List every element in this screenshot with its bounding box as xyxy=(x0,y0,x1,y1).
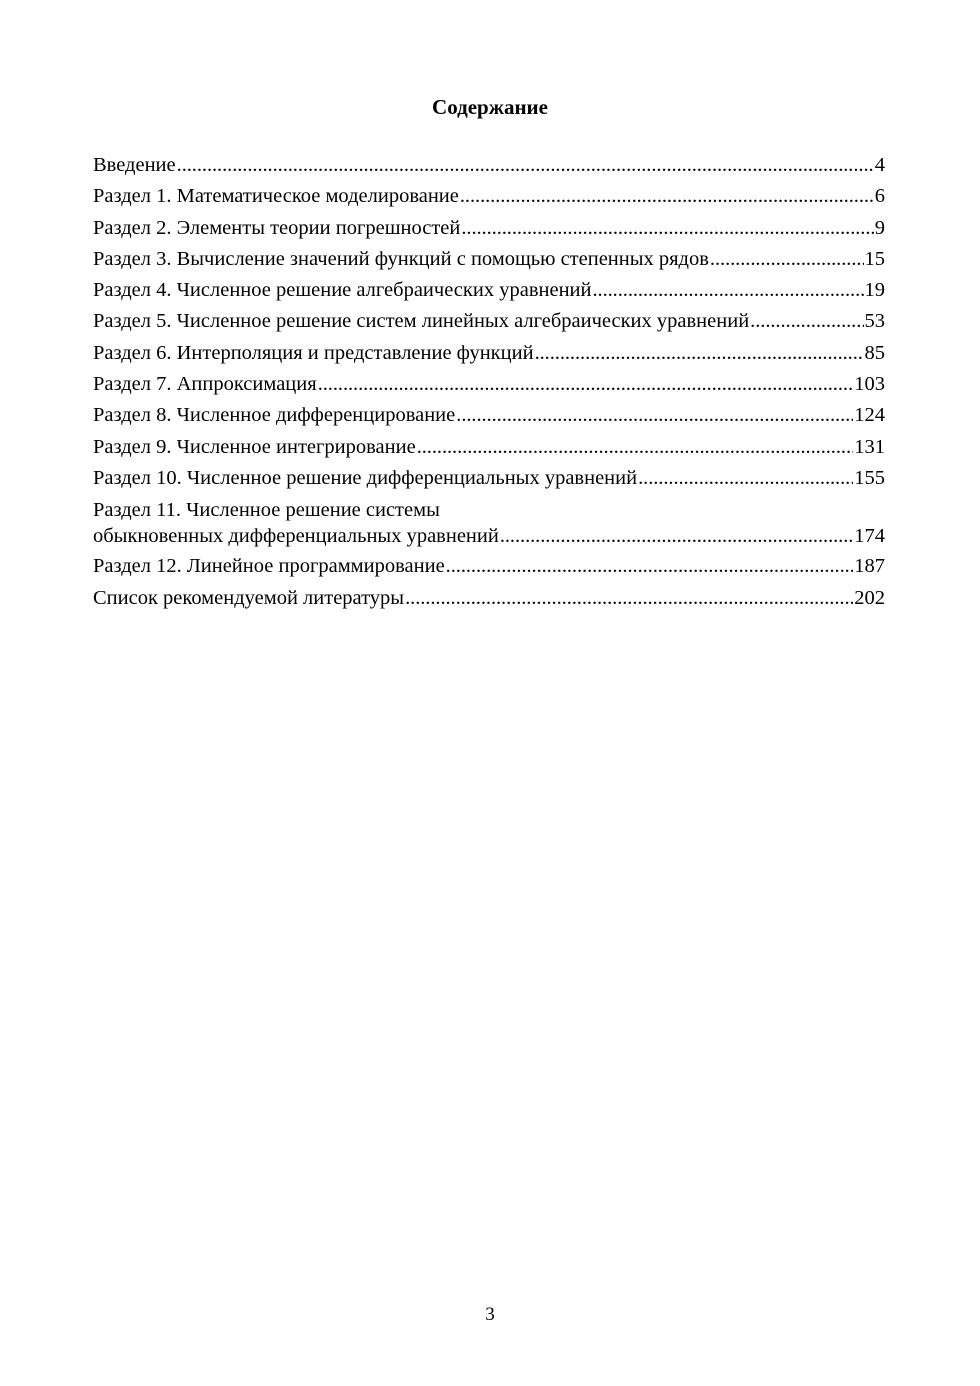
toc-dot-leader xyxy=(638,463,853,494)
toc-dot-leader xyxy=(461,213,873,244)
toc-entry-section-10 xyxy=(93,463,885,494)
toc-entry-label: Раздел 12. Линейное программирование xyxy=(93,555,445,578)
toc-entry-page: 124 xyxy=(854,404,885,427)
toc-entry-label: Введение xyxy=(93,154,176,176)
toc-entry-page: 15 xyxy=(864,247,885,270)
toc-entry-page: 174 xyxy=(854,525,885,548)
toc-entry-section-4 xyxy=(93,275,885,306)
toc-entry-page: 85 xyxy=(864,341,885,364)
toc-entry-section-3 xyxy=(93,244,885,275)
toc-entry-label-line1: Раздел 11. Численное решение системы xyxy=(93,499,440,522)
toc-entry-page: 103 xyxy=(854,373,885,396)
toc-dot-leader xyxy=(710,244,864,275)
toc-dot-leader xyxy=(535,338,864,369)
table-of-contents xyxy=(93,150,885,614)
toc-dot-leader xyxy=(177,150,874,181)
toc-dot-leader xyxy=(417,432,854,463)
toc-entry-page: 155 xyxy=(854,466,885,489)
toc-entry-section-2 xyxy=(93,213,885,244)
toc-entry-label: Раздел 9. Численное интегрирование xyxy=(93,435,416,458)
toc-entry-label: Раздел 2. Элементы теории погрешностей xyxy=(93,216,461,239)
toc-entry-label: Раздел 3. Вычисление значений функций с помощью степенных рядов xyxy=(93,247,709,270)
toc-entry-label: Раздел 4. Численное решение алгебраических уравнений xyxy=(93,279,592,302)
toc-entry-label: Раздел 5. Численное решение систем линейных алгебраических уравнений xyxy=(93,310,750,333)
toc-dot-leader xyxy=(456,400,853,431)
toc-entry-section-5 xyxy=(93,306,885,337)
toc-entry-section-9 xyxy=(93,432,885,463)
toc-entry-section-6 xyxy=(93,338,885,369)
toc-entry-label: Раздел 8. Численное дифференцирование xyxy=(93,404,456,427)
toc-dot-leader xyxy=(460,181,874,212)
toc-entry-bibliography xyxy=(93,583,885,614)
toc-entry-section-8 xyxy=(93,400,885,431)
toc-entry-section-12 xyxy=(93,551,885,582)
toc-dot-leader xyxy=(592,275,863,306)
toc-dot-leader xyxy=(446,551,854,582)
toc-entry-page: 187 xyxy=(854,555,885,578)
toc-entry-section-1 xyxy=(93,181,885,212)
toc-dot-leader xyxy=(750,306,863,337)
page-title: Содержание xyxy=(432,95,548,119)
toc-dot-leader xyxy=(500,523,853,549)
toc-entry-page: 202 xyxy=(854,586,885,609)
toc-entry-section-7 xyxy=(93,369,885,400)
toc-entry-label: Раздел 7. Аппроксимация xyxy=(93,373,317,396)
toc-entry-page: 9 xyxy=(874,216,885,239)
toc-entry-page: 131 xyxy=(854,435,885,458)
toc-entry-page: 4 xyxy=(874,154,885,176)
page-number: 3 xyxy=(485,1304,495,1325)
toc-entry-section-11 xyxy=(93,494,885,551)
toc-entry-label: Раздел 1. Математическое моделирование xyxy=(93,185,459,208)
toc-entry-label: Раздел 10. Численное решение дифференциальных уравнений xyxy=(93,466,638,489)
toc-entry-label: обыкновенных дифференциальных уравнений xyxy=(93,525,499,548)
toc-entry-page: 6 xyxy=(874,185,885,208)
toc-entry-label: Раздел 6. Интерполяция и представление функций xyxy=(93,341,534,364)
toc-entry-introduction xyxy=(93,150,885,181)
toc-dot-leader xyxy=(318,369,854,400)
toc-entry-page: 19 xyxy=(864,279,885,302)
toc-dot-leader xyxy=(405,583,853,614)
toc-entry-label: Список рекомендуемой литературы xyxy=(93,586,405,609)
toc-entry-page: 53 xyxy=(864,310,885,333)
